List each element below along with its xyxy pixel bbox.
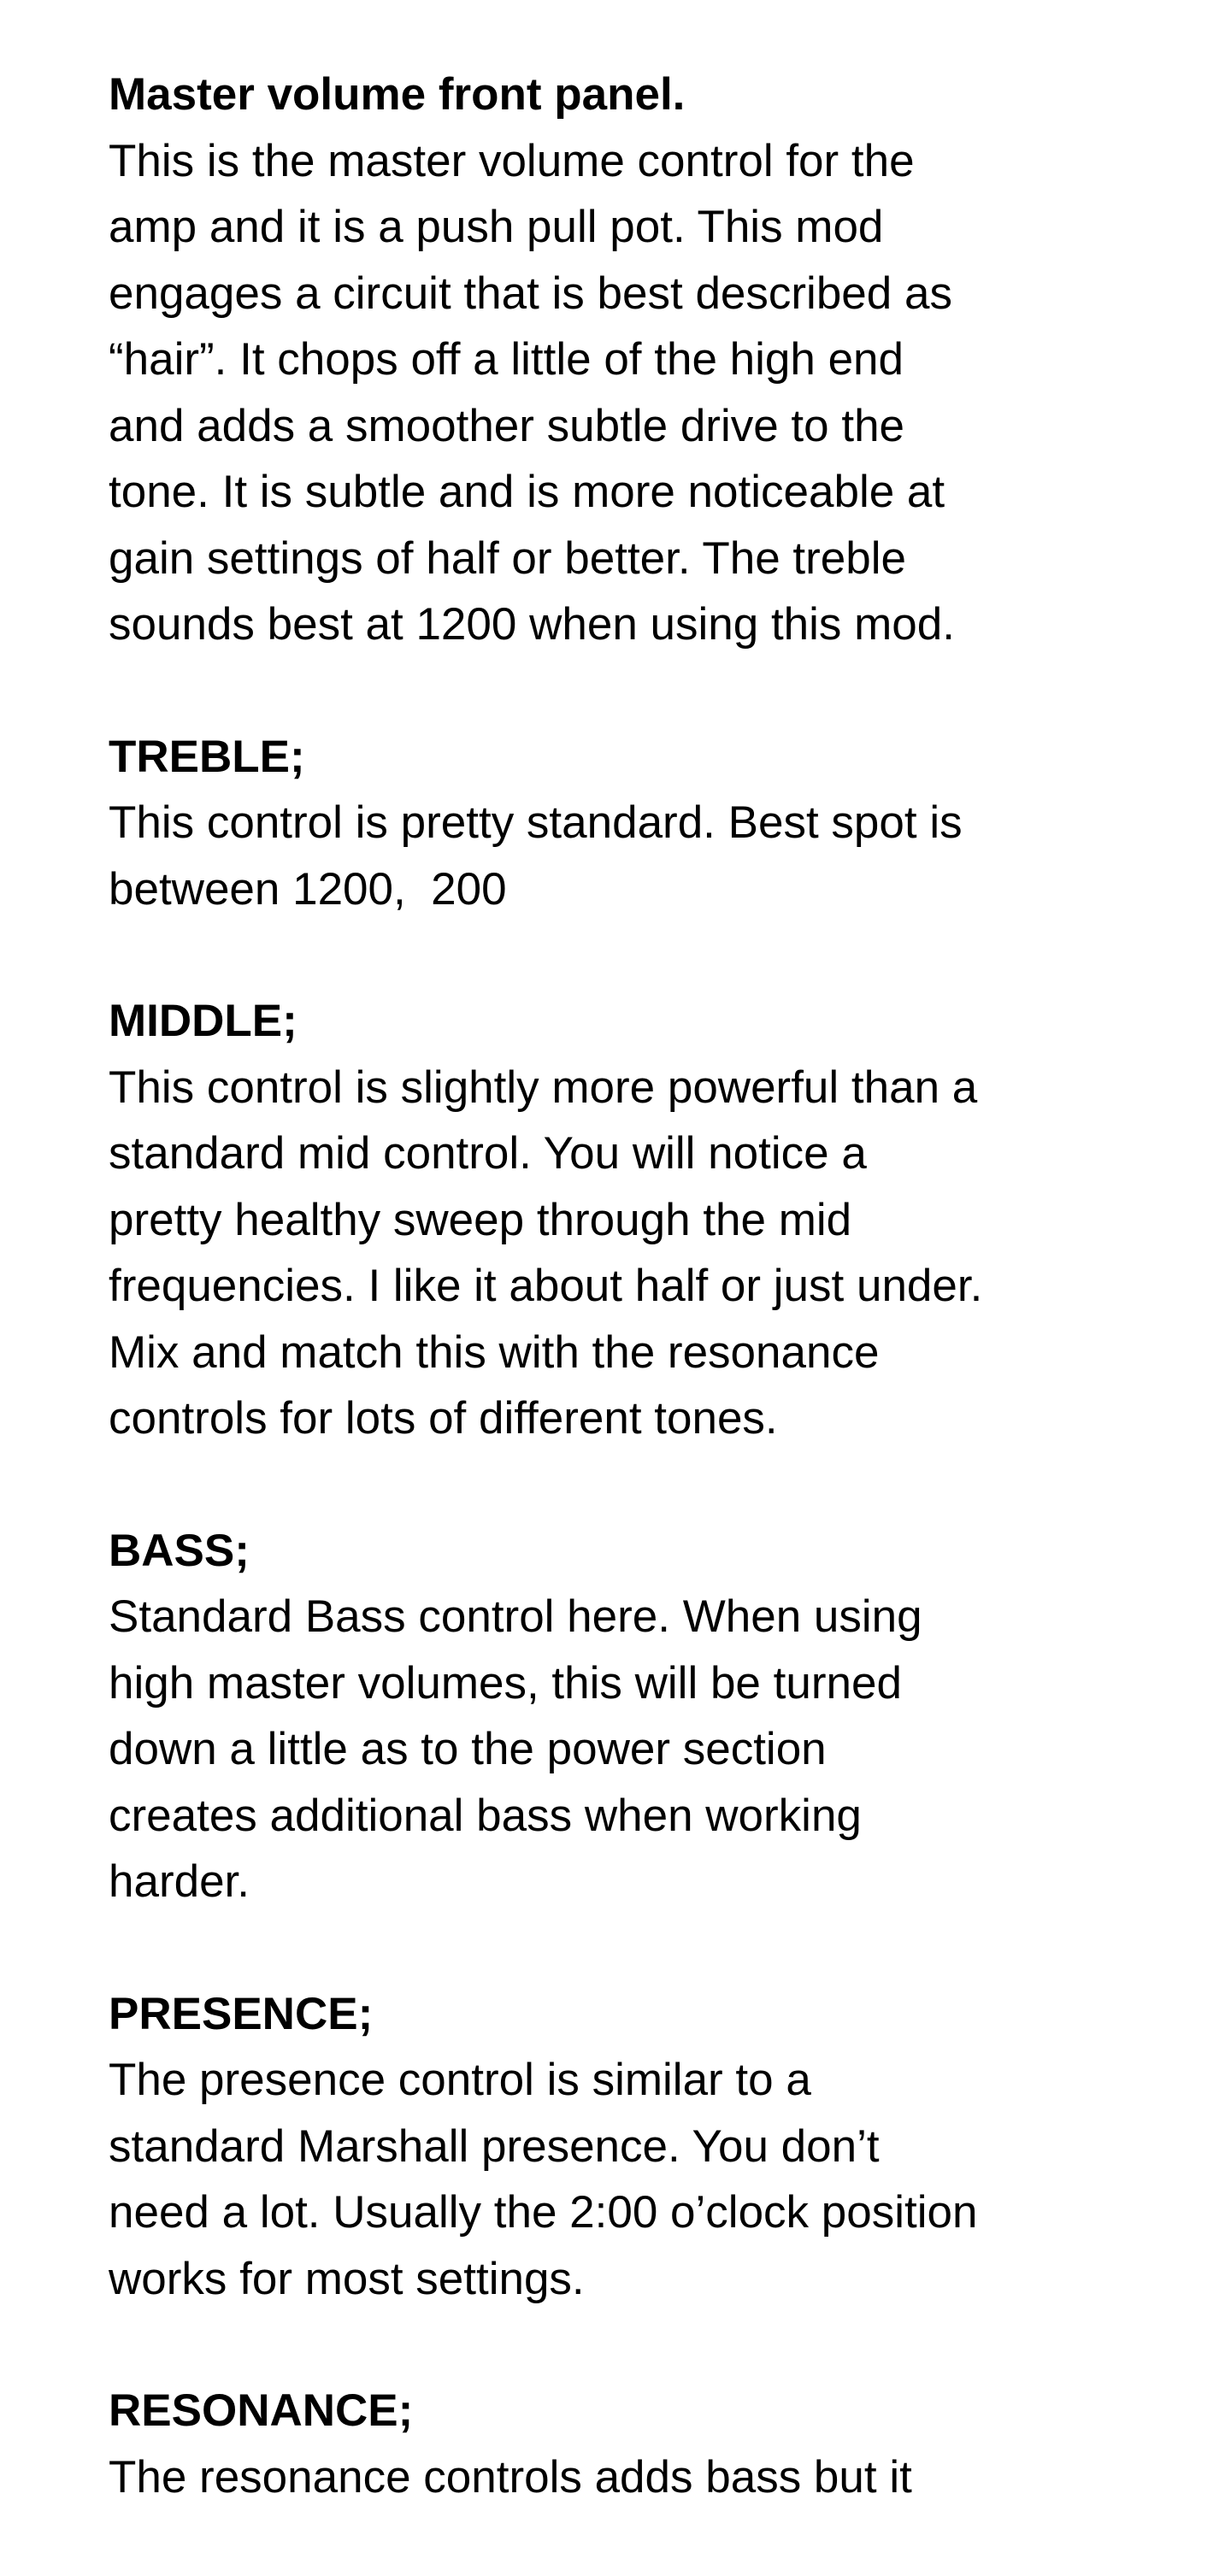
section-heading: MIDDLE; xyxy=(109,996,297,1046)
body-line: controls for lots of different tones. xyxy=(109,1393,778,1444)
body-line: The resonance controls adds bass but it xyxy=(109,2451,912,2502)
section-resonance xyxy=(109,2378,1160,2510)
body-line: need a lot. Usually the 2:00 o’clock position xyxy=(109,2187,978,2238)
body-line: “hair”. It chops off a little of the high end xyxy=(109,334,904,385)
section-presence xyxy=(109,1981,1160,2313)
body-line: between 1200, 200 xyxy=(109,863,507,915)
body-line: works for most settings. xyxy=(109,2253,585,2304)
section-heading: TREBLE; xyxy=(109,731,305,782)
body-line: harder. xyxy=(109,1856,250,1907)
section-body xyxy=(109,1055,1160,1452)
body-line: Standard Bass control here. When using xyxy=(109,1591,922,1642)
body-line: The presence control is similar to a xyxy=(109,2055,811,2105)
body-line: frequencies. I like it about half or just under. xyxy=(109,1261,983,1311)
body-line: Mix and match this with the resonance xyxy=(109,1326,880,1378)
section-heading: Master volume front panel. xyxy=(109,69,686,120)
section-middle xyxy=(109,988,1160,1452)
body-line: gain settings of half or better. The treble xyxy=(109,532,906,584)
document-page xyxy=(109,62,1160,2576)
section-heading: RESONANCE; xyxy=(109,2385,414,2436)
body-line: amp and it is a push pull pot. This mod xyxy=(109,202,884,252)
body-line: and adds a smoother subtle drive to the xyxy=(109,400,905,451)
body-line: creates additional bass when working xyxy=(109,1790,862,1841)
body-line: standard Marshall presence. You don’t xyxy=(109,2120,880,2172)
section-treble xyxy=(109,724,1160,923)
body-line: This control is slightly more powerful than a xyxy=(109,1062,978,1113)
body-line: standard mid control. You will notice a xyxy=(109,1128,867,1179)
body-line: pretty healthy sweep through the mid xyxy=(109,1194,852,1245)
body-line: tone. It is subtle and is more noticeable at xyxy=(109,467,945,517)
body-line: This control is pretty standard. Best spot is xyxy=(109,797,963,848)
section-body xyxy=(109,2444,1160,2511)
section-body xyxy=(109,1584,1160,1915)
section-master-volume xyxy=(109,62,1160,658)
body-line: This is the master volume control for the xyxy=(109,135,915,186)
section-body xyxy=(109,790,1160,922)
section-bass xyxy=(109,1518,1160,1915)
section-heading: BASS; xyxy=(109,1525,250,1576)
body-line: engages a circuit that is best described as xyxy=(109,268,952,319)
section-body xyxy=(109,128,1160,658)
section-heading: PRESENCE; xyxy=(109,1988,374,2039)
section-body xyxy=(109,2047,1160,2312)
body-line: sounds best at 1200 when using this mod. xyxy=(109,599,955,650)
body-line: down a little as to the power section xyxy=(109,1724,827,1774)
body-line: high master volumes, this will be turned xyxy=(109,1657,902,1709)
